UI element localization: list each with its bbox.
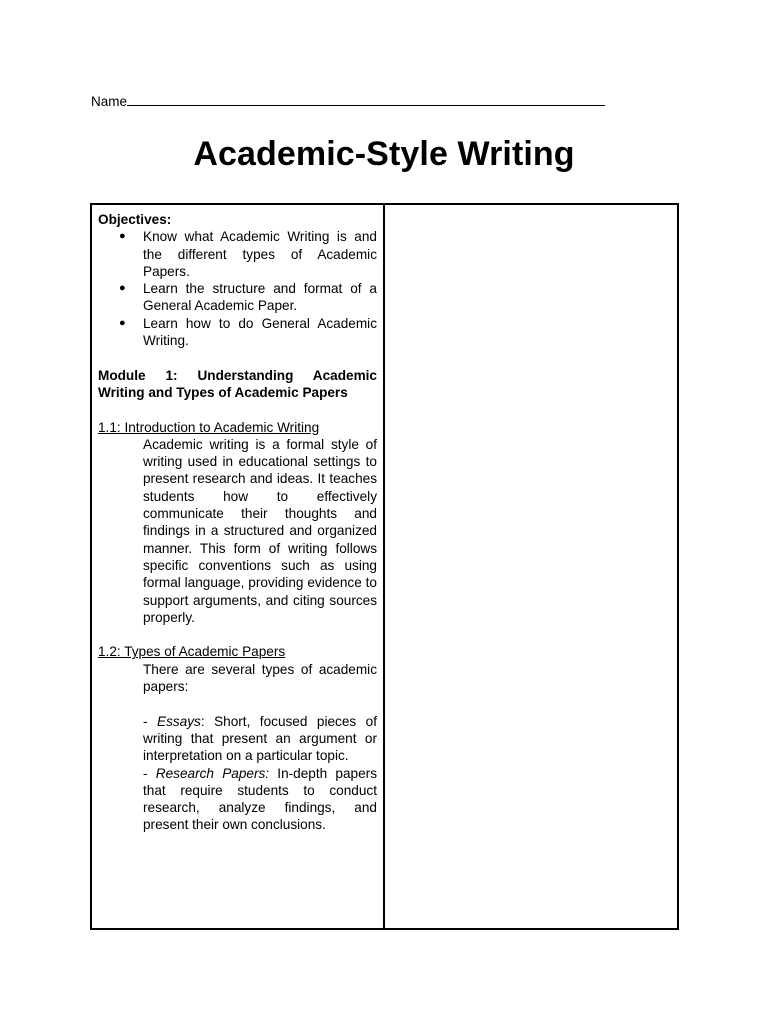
section-heading-1-2: 1.2: Types of Academic Papers bbox=[98, 644, 286, 660]
objective-item: ● Learn the structure and format of a General Academic Paper. bbox=[119, 281, 377, 314]
objective-item: ● Learn how to do General Academic Writing. bbox=[119, 315, 377, 349]
section-intro-1-2: There are several types of academic papers: bbox=[143, 661, 377, 695]
objective-item: ● Know what Academic Writing is and the different types of Academic Papers. bbox=[119, 229, 377, 279]
paper-type-essays: - Essays: Short, focused pieces of writing that present an argument or interpretation on a particular topic. bbox=[143, 713, 377, 764]
name-field bbox=[91, 92, 605, 111]
bullet-icon: ● bbox=[119, 316, 126, 329]
page-title: Academic-Style Writing bbox=[193, 135, 575, 173]
notes-column bbox=[385, 205, 677, 928]
content-column bbox=[92, 205, 385, 928]
worksheet-table bbox=[90, 203, 679, 930]
paper-type-term: Essays bbox=[157, 713, 201, 729]
name-underline bbox=[127, 92, 605, 106]
paper-type-research: - Research Papers: In-depth papers that require students to conduct research, analyze findings, and present their own conclusions. bbox=[143, 765, 377, 833]
section-body-1-1: Academic writing is a formal style of writing used in educational settings to present research and ideas. It teaches students how to effectively communicate their thoughts and findings in a structured and organized manner. This form of writing follows specific conventions such as using formal language, providing evidence to support arguments, and citing sources properly. bbox=[143, 436, 377, 625]
paper-type-term: Research Papers: bbox=[155, 765, 270, 781]
module-heading: Module 1: Understanding Academic Writing and Types of Academic Papers bbox=[98, 367, 377, 400]
objectives-heading: Objectives: bbox=[98, 212, 172, 227]
bullet-icon: ● bbox=[119, 230, 126, 243]
name-label: Name bbox=[91, 94, 128, 109]
section-heading-1-1: 1.1: Introduction to Academic Writing bbox=[98, 419, 320, 435]
objectives-list bbox=[98, 228, 377, 349]
bullet-icon: ● bbox=[119, 282, 126, 295]
